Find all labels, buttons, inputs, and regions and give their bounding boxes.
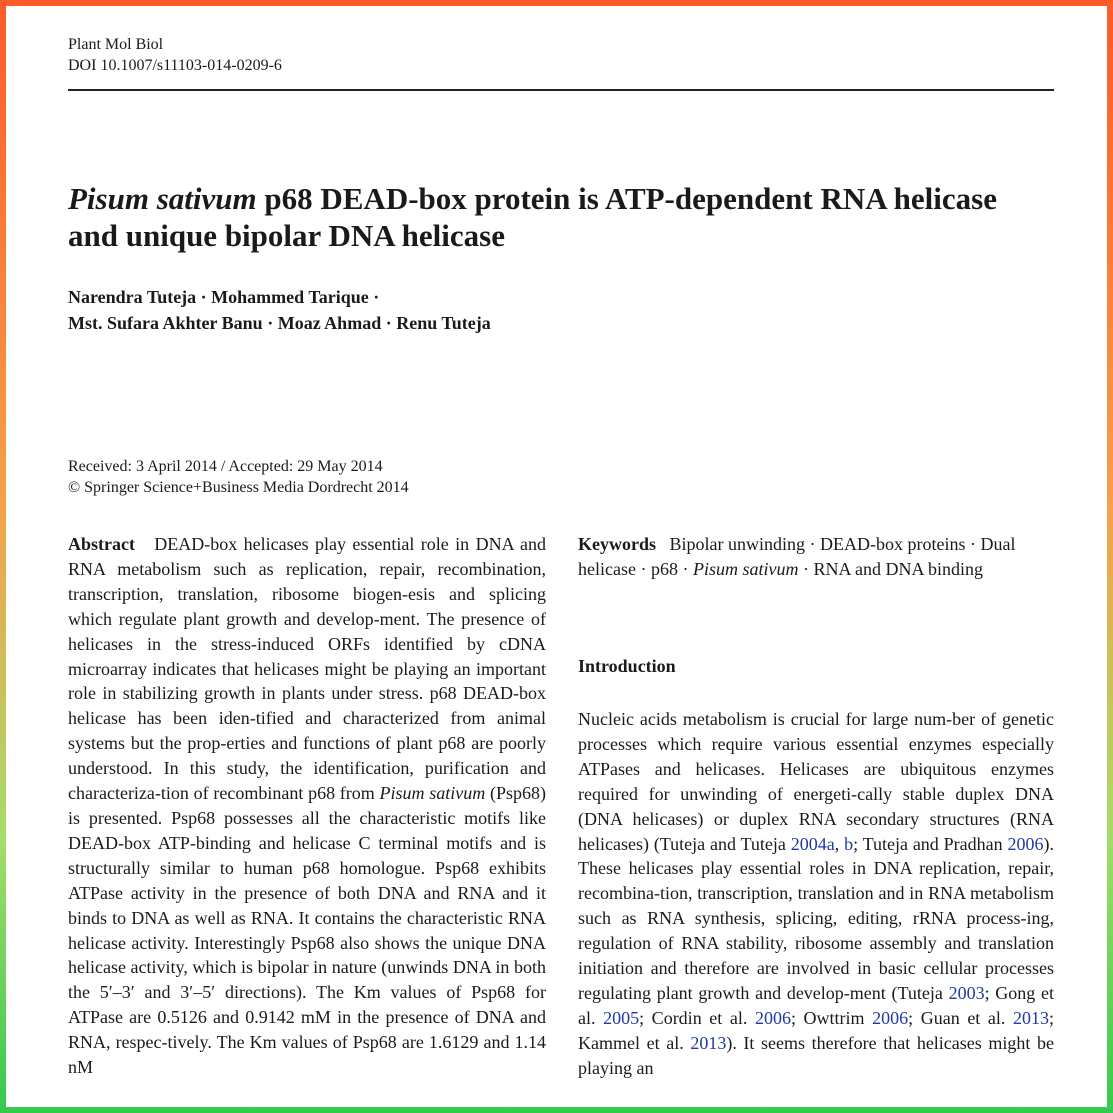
- journal-name: Plant Mol Biol: [68, 36, 164, 53]
- intro-text-segment: ; Kammel et al.: [578, 1007, 1054, 1053]
- keyword-2: DEAD-box proteins: [820, 534, 966, 554]
- keyword-6: RNA and DNA binding: [813, 558, 983, 579]
- intro-text-segment: ; Tuteja and Pradhan: [853, 833, 1003, 854]
- keyword-separator: ·: [640, 558, 647, 579]
- abstract-text-1: DEAD-box helicases play essential role in DNA and RNA metabolism such as replication, repair, recombination, transcription, translation, ribosome biogen-esis and splicing which regulate plant growth and develop-ment. The presence of helicases in the stress-induced ORFs identified by cDNA microarray indicates that helicases might be playing an important role in stabilizing growth in plants under stress. p68 DEAD-box helicase has been iden-tified and characterized from animal systems but the prop-erties and functions of plant p68 are poorly understood. In this study, the identification, purification and characteriza-tion of recombinant p68 from: [68, 534, 546, 804]
- intro-text-segment: ). These helicases play essential roles in DNA replication, repair, recombina-tion, transcription, translation and in RNA metabolism such as RNA synthesis, splicing, editing, rRNA process-ing, regulation of RNA stability, ribosome assembly and translation initiation and therefore are involved in basic cellular processes regulating plant growth and develop-ment (Tuteja: [578, 833, 1055, 1003]
- keyword-5: Pisum sativum: [692, 558, 799, 579]
- intro-text-segment: ; Owttrim: [790, 1007, 865, 1028]
- keywords-label: Keywords: [578, 534, 656, 554]
- abstract: [68, 532, 546, 1080]
- keyword-separator: ·: [809, 534, 816, 554]
- doi: DOI 10.1007/s11103-014-0209-6: [68, 57, 282, 74]
- journal-header: [68, 34, 282, 76]
- citation-link[interactable]: 2003: [948, 982, 985, 1003]
- citation-link[interactable]: 2013: [690, 1032, 727, 1053]
- intro-text-segment: ,: [834, 833, 840, 854]
- keyword-4: p68: [650, 558, 678, 579]
- intro-text-segment: ; Gong et al.: [578, 982, 1054, 1028]
- keywords: [578, 532, 1056, 582]
- citation-link[interactable]: 2013: [1012, 1007, 1049, 1028]
- paper-title: [68, 180, 1008, 254]
- intro-text-segment: ; Cordin et al.: [639, 1007, 748, 1028]
- header-rule: [68, 89, 1054, 91]
- author-list: [68, 284, 491, 336]
- abstract-label: Abstract: [68, 534, 135, 554]
- citation-link[interactable]: 2004a: [790, 833, 835, 854]
- intro-text-segment: Nucleic acids metabolism is crucial for large num-ber of genetic processes which require various essential enzymes especially ATPases and helicases. Helicases are ubiquitous enzymes required for unwinding of energeti-cally stable duplex DNA (DNA helicases) or duplex RNA secondary structures (RNA helicases) (Tuteja and Tuteja: [578, 709, 1054, 854]
- paper-page: [6, 6, 1107, 1107]
- keyword-separator: ·: [969, 534, 976, 554]
- received-accepted: Received: 3 April 2014 / Accepted: 29 May 2014: [68, 458, 383, 475]
- intro-text-segment: ; Guan et al.: [908, 1007, 1006, 1028]
- introduction-text: [578, 707, 1054, 1081]
- keyword-separator: ·: [682, 558, 689, 579]
- citation-link[interactable]: 2006: [872, 1007, 909, 1028]
- citation-link[interactable]: 2006: [1007, 833, 1044, 854]
- keyword-separator: ·: [802, 558, 809, 579]
- author-line-1: Narendra Tuteja · Mohammed Tarique ·: [68, 287, 380, 307]
- keyword-3: Dual helicase: [578, 534, 1016, 579]
- keyword-1: Bipolar unwinding: [669, 534, 805, 554]
- copyright: © Springer Science+Business Media Dordrecht 2014: [68, 479, 409, 496]
- citation-link[interactable]: b: [844, 833, 854, 854]
- citation-link[interactable]: 2005: [603, 1007, 640, 1028]
- title-rest: p68 DEAD-box protein is ATP-dependent RNA helicase and unique bipolar DNA helicase: [68, 181, 997, 253]
- abstract-text-2: (Psp68) is presented. Psp68 possesses all the characteristic motifs like DEAD-box ATP-binding and helicase C terminal motifs and is structurally similar to human p68 homologue. Psp68 exhibits ATPase activity in the presence of both DNA and RNA and it binds to DNA as well as RNA. It contains the characteristic RNA helicase activity. Interestingly Psp68 also shows the unique DNA helicase activity, which is bipolar in nature (unwinds DNA in both the 5′–3′ and 3′–5′ directions). The Km values of Psp68 for ATPase are 0.5126 and 0.9142 mM in the presence of DNA and RNA, respec-tively. The Km values of Psp68 are 1.6129 and 1.14 nM: [68, 783, 547, 1078]
- introduction-heading: Introduction: [578, 656, 676, 676]
- abstract-species: Pisum sativum: [379, 783, 486, 804]
- author-line-2: Mst. Sufara Akhter Banu · Moaz Ahmad · Renu Tuteja: [68, 313, 491, 333]
- citation-link[interactable]: 2006: [754, 1007, 791, 1028]
- publication-dates: [68, 456, 409, 498]
- intro-text-segment: ). It seems therefore that helicases might be playing an: [578, 1032, 1055, 1078]
- title-species: Pisum sativum: [68, 181, 257, 216]
